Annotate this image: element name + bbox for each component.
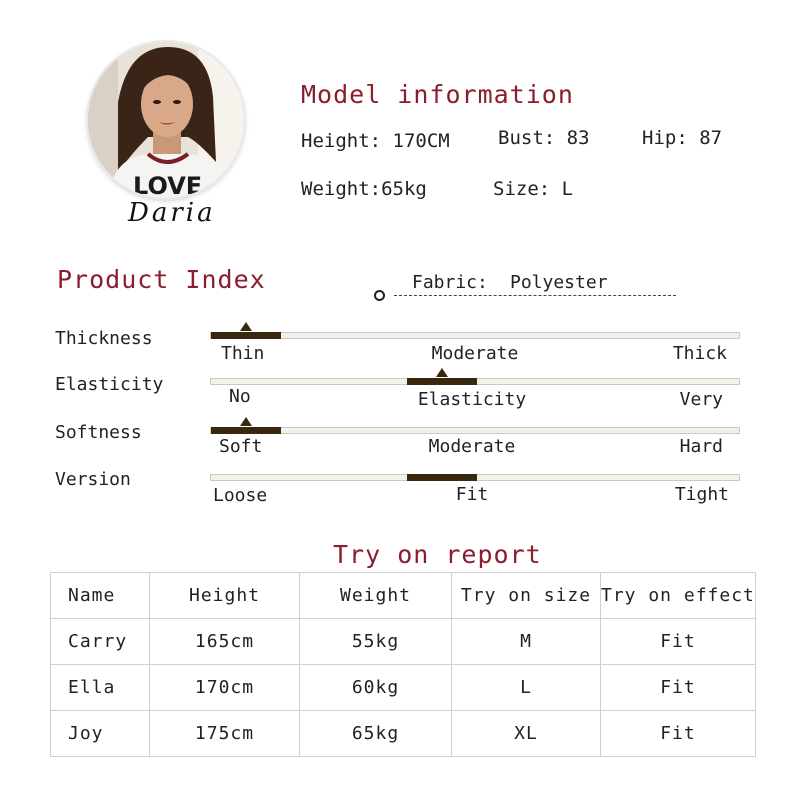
table-header-cell: Try on size (452, 573, 601, 619)
model-hip: Hip: 87 (642, 127, 723, 149)
product-index-title: Product Index (57, 265, 266, 294)
model-info-title: Model information (301, 80, 574, 109)
try-on-report-title: Try on report (333, 540, 542, 569)
table-cell: 175cm (150, 711, 300, 757)
table-cell: Fit (601, 619, 756, 665)
scale-tick-high: Tight (674, 484, 729, 505)
index-row-label: Thickness (55, 328, 153, 349)
index-level-indicator (407, 474, 477, 481)
index-row-label: Elasticity (55, 374, 164, 395)
table-cell: XL (452, 711, 601, 757)
index-row-label: Softness (55, 422, 142, 443)
scale-tick-high: Thick (672, 343, 727, 364)
pointer-triangle-icon (240, 417, 252, 426)
scale-tick-low: Thin (221, 343, 265, 364)
try-on-report-table (50, 572, 756, 757)
fabric-dashed-line (394, 295, 676, 296)
table-row (51, 711, 756, 757)
index-level-indicator (211, 332, 281, 339)
table-cell: Fit (601, 665, 756, 711)
fabric-value: Polyester (510, 272, 608, 293)
model-avatar (88, 42, 244, 198)
scale-tick-mid: Moderate (428, 436, 516, 457)
table-header-cell: Try on effect (601, 573, 756, 619)
scale-tick-mid: Fit (455, 484, 489, 505)
table-header-cell: Name (51, 573, 150, 619)
table-header-row (51, 573, 756, 619)
index-level-indicator (407, 378, 477, 385)
index-row-label: Version (55, 469, 131, 490)
table-cell: Ella (51, 665, 150, 711)
table-header-cell: Height (150, 573, 300, 619)
table-cell: 165cm (150, 619, 300, 665)
table-cell: M (452, 619, 601, 665)
scale-tick-mid: Elasticity (417, 389, 527, 410)
table-cell: 65kg (300, 711, 452, 757)
pointer-triangle-icon (436, 368, 448, 377)
index-level-indicator (211, 427, 281, 434)
table-cell: Fit (601, 711, 756, 757)
scale-tick-low: No (229, 386, 251, 407)
table-row (51, 665, 756, 711)
svg-text:LOVE: LOVE (133, 172, 203, 198)
index-scale-track (210, 378, 740, 410)
scale-tick-low: Loose (213, 485, 268, 506)
table-cell: 55kg (300, 619, 452, 665)
scale-tick-mid: Moderate (431, 343, 519, 364)
table-cell: L (452, 665, 601, 711)
scale-tick-high: Very (679, 389, 723, 410)
model-size: Size: L (493, 178, 574, 200)
table-header-cell: Weight (300, 573, 452, 619)
fabric-label: Fabric: (412, 272, 488, 293)
table-cell: 60kg (300, 665, 452, 711)
table-cell: Carry (51, 619, 150, 665)
model-name: Daria (128, 198, 216, 228)
scale-tick-low: Soft (219, 436, 263, 457)
model-bust: Bust: 83 (498, 127, 590, 149)
scale-tick-high: Hard (679, 436, 723, 457)
index-scale-track (210, 427, 740, 457)
table-cell: Joy (51, 711, 150, 757)
table-row (51, 619, 756, 665)
index-scale-track (210, 474, 740, 506)
model-height: Height: 170CM (301, 130, 450, 152)
bullet-icon (374, 290, 385, 301)
table-cell: 170cm (150, 665, 300, 711)
index-scale-track (210, 332, 740, 364)
pointer-triangle-icon (240, 322, 252, 331)
model-weight: Weight:65kg (301, 178, 427, 200)
